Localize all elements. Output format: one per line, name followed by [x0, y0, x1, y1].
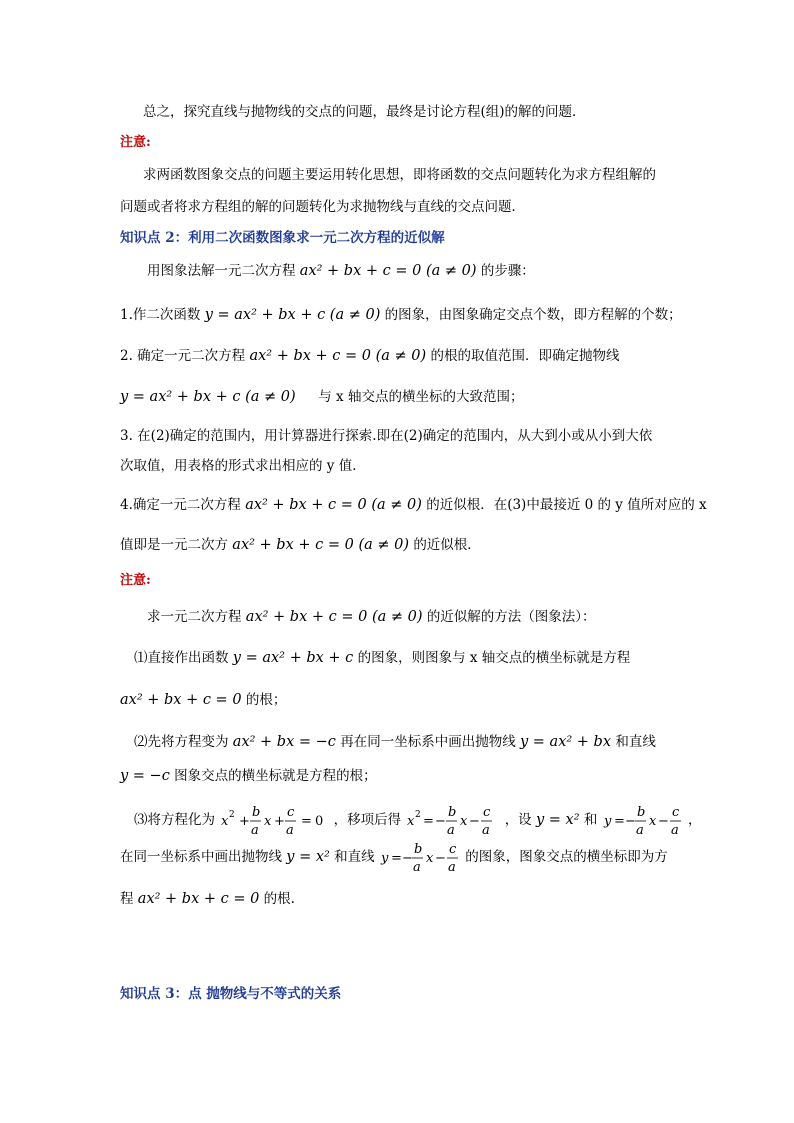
- method-pre: 求一元二次方程: [147, 609, 242, 625]
- m3-line2-post: 的图象，图象交点的横坐标即为方: [465, 849, 668, 865]
- m3-line3-post: 的根.: [263, 891, 295, 907]
- equation-main: ax² + bx + c = 0 (a ≠ 0): [299, 263, 477, 279]
- summary-paragraph: 总之，探究直线与抛物线的交点的问题，最终是讨论方程(组)的解的问题．: [143, 104, 586, 120]
- note-label-2: 注意:: [120, 573, 151, 588]
- m3-eq-y: y = x²: [535, 812, 580, 828]
- svg-text:−: −: [401, 850, 413, 866]
- svg-text:−: −: [435, 813, 447, 829]
- svg-text:y: y: [380, 850, 389, 866]
- equation-function: y = ax² + bx + c (a ≠ 0): [120, 389, 296, 405]
- m3-line2-equation: [379, 838, 461, 878]
- svg-text:=: =: [423, 813, 435, 829]
- step2-pre: 2. 确定一元二次方程: [120, 348, 246, 364]
- m2-post: 和直线: [615, 734, 656, 750]
- m3-pre: ⑶将方程化为: [134, 812, 215, 828]
- step4-line2-post: 的近似根．: [413, 537, 481, 553]
- method-2: [134, 731, 656, 753]
- svg-text:=: =: [301, 813, 313, 829]
- svg-text:−: −: [624, 813, 636, 829]
- m2-equation-1: ax² + bx = −c: [232, 734, 336, 750]
- steps-intro-pre: 用图象法解一元二次方程: [147, 263, 296, 279]
- m3-equation-2: [405, 801, 500, 841]
- svg-text:x: x: [460, 813, 468, 829]
- m1-pre: ⑴直接作出函数: [134, 650, 229, 666]
- step1-pre: 1.作二次函数: [120, 307, 201, 323]
- m2-line2-post: 图象交点的横坐标就是方程的根；: [174, 768, 377, 784]
- svg-text:2: 2: [415, 809, 422, 820]
- svg-text:−: −: [469, 813, 481, 829]
- svg-text:x: x: [221, 813, 229, 829]
- equation-function: y = ax² + bx + c (a ≠ 0): [204, 307, 381, 323]
- method-3: [134, 800, 701, 841]
- svg-text:x: x: [407, 813, 415, 829]
- m3-equation-3: [602, 801, 684, 841]
- m3-line2-eq: y = x²: [286, 849, 330, 865]
- svg-text:c: c: [448, 841, 457, 857]
- m3-mid1: ，移项后得: [333, 812, 402, 828]
- steps-intro-post: 的步骤：: [480, 263, 535, 279]
- step-2: [120, 345, 619, 367]
- note1-text-line1: 求两函数图象交点的问题主要运用转化思想，即将函数的交点问题转化为求方程组解的: [143, 167, 656, 183]
- heading-knowledge-point-2: 知识点 2：利用二次函数图象求一元二次方程的近似解: [120, 230, 445, 246]
- svg-text:x: x: [264, 813, 272, 829]
- m2-mid: 再在同一坐标系中画出抛物线: [340, 734, 516, 750]
- svg-text:y: y: [603, 813, 611, 829]
- svg-text:0: 0: [315, 813, 324, 829]
- svg-text:c: c: [287, 804, 295, 820]
- m2-equation-2: y = ax² + bx: [520, 734, 612, 750]
- equation-main: ax² + bx + c = 0 (a ≠ 0): [232, 537, 410, 553]
- m3-line3-pre: 程: [120, 891, 134, 907]
- svg-text:b: b: [636, 804, 645, 820]
- step-3-line1: 3. 在(2)确定的范围内，用计算器进行探索.即在(2)确定的范围内，从大到小或从小到大依: [120, 428, 653, 444]
- svg-text:a: a: [482, 822, 491, 838]
- svg-text:a: a: [251, 822, 260, 838]
- m2-line2-equation: y = −c: [120, 768, 170, 784]
- method-post: 的近似解的方法（图象法）：: [426, 609, 596, 625]
- svg-text:b: b: [448, 804, 457, 820]
- method-1-line2: [120, 689, 286, 711]
- step4-pre: 4.确定一元二次方程: [120, 497, 241, 513]
- heading-knowledge-point-3: 知识点 3：点 抛物线与不等式的关系: [120, 986, 342, 1002]
- equation-main: ax² + bx + c = 0 (a ≠ 0): [249, 348, 427, 364]
- svg-text:=: =: [390, 850, 402, 866]
- m1-equation: y = ax² + bx + c: [232, 650, 354, 666]
- equation-main: ax² + bx + c = 0 (a ≠ 0): [245, 609, 423, 625]
- step1-post: 的图象，由图象确定交点个数，即方程解的个数；: [384, 307, 682, 323]
- note1-text-line2: 问题或者将求方程组的解的问题转化为求抛物线与直线的交点问题．: [120, 199, 525, 215]
- svg-text:a: a: [447, 859, 456, 875]
- method-3-line2: [120, 837, 668, 878]
- m3-and: 和: [583, 812, 598, 828]
- m3-equation-1: [219, 801, 329, 841]
- step2-post: 的根的取值范围．即确定抛物线: [430, 348, 620, 364]
- equation-main: ax² + bx + c = 0 (a ≠ 0): [245, 497, 422, 513]
- svg-text:−: −: [657, 813, 669, 829]
- method-intro: [147, 606, 596, 628]
- method-2-line2: [120, 765, 377, 787]
- step-1: [120, 304, 682, 326]
- step4-line2-pre: 值即是一元二次方: [120, 537, 228, 553]
- svg-text:=: =: [613, 813, 625, 829]
- m3-line2-mid: 和直线: [334, 849, 375, 865]
- steps-intro: [147, 260, 535, 282]
- step-4-line2: [120, 534, 481, 556]
- method-1: [134, 647, 630, 669]
- svg-text:a: a: [670, 822, 679, 838]
- svg-text:+: +: [239, 813, 251, 829]
- svg-text:x: x: [425, 850, 434, 866]
- m3-mid2: ，设: [504, 812, 532, 828]
- svg-text:c: c: [671, 804, 679, 820]
- svg-text:−: −: [434, 850, 446, 866]
- m1-line2-equation: ax² + bx + c = 0: [120, 692, 242, 708]
- m1-line2-post: 的根；: [245, 692, 287, 708]
- svg-text:a: a: [447, 822, 456, 838]
- svg-text:b: b: [252, 804, 261, 820]
- svg-text:c: c: [483, 804, 491, 820]
- m3-line3-eq: ax² + bx + c = 0: [137, 891, 260, 907]
- m2-pre: ⑵先将方程变为: [134, 734, 229, 750]
- svg-text:a: a: [635, 822, 644, 838]
- svg-text:a: a: [412, 859, 421, 875]
- svg-text:x: x: [648, 813, 656, 829]
- svg-text:b: b: [413, 841, 423, 857]
- step-4: [120, 494, 707, 516]
- step-3-line2: 次取值，用表格的形式求出相应的 y 值．: [120, 458, 366, 474]
- step-2-line2: [120, 386, 523, 408]
- method-3-line3: [120, 888, 295, 910]
- svg-text:2: 2: [229, 809, 236, 820]
- step2-line2-post: 与 x 轴交点的横坐标的大致范围；: [318, 389, 524, 405]
- m3-line2-pre: 在同一坐标系中画出抛物线: [120, 849, 282, 865]
- m3-end: ，: [687, 812, 702, 828]
- svg-text:+: +: [274, 813, 286, 829]
- m1-post: 的图象，则图象与 x 轴交点的横坐标就是方程: [357, 650, 631, 666]
- svg-text:a: a: [286, 822, 295, 838]
- note-label-1: 注意:: [120, 135, 151, 150]
- step4-post: 的近似根．在(3)中最接近 0 的 y 值所对应的 x: [426, 497, 707, 513]
